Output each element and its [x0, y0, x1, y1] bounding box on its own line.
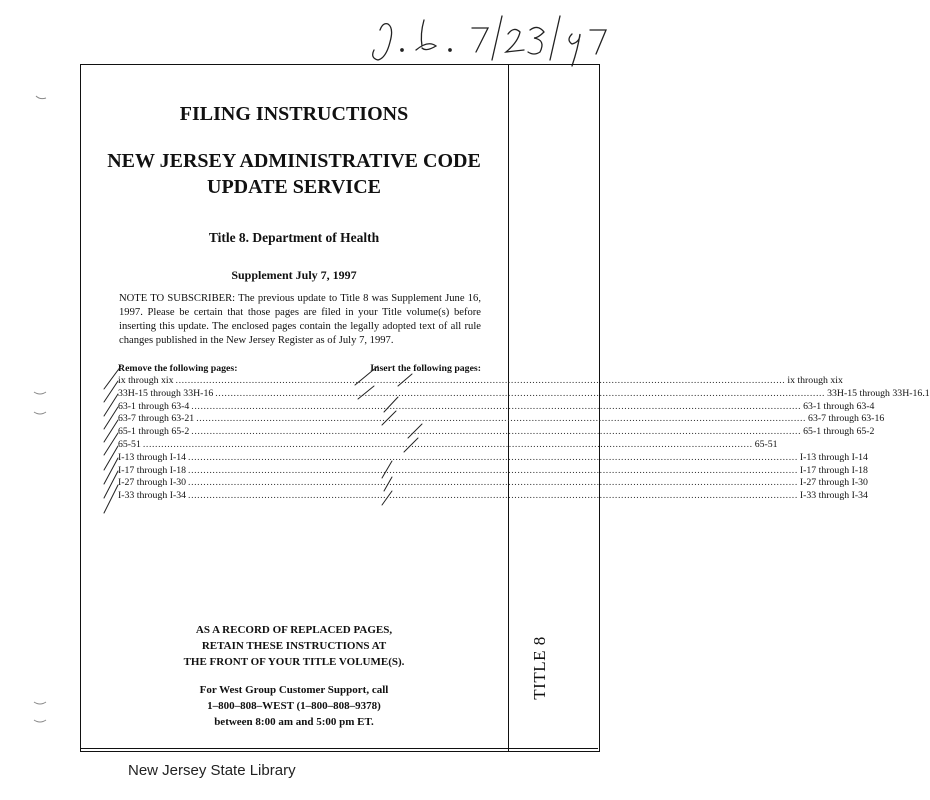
support-line-1: For West Group Customer Support, call	[199, 684, 389, 696]
remove-pages: 33H-15 through 33H-16	[118, 387, 214, 399]
record-notice	[88, 622, 500, 670]
page-row	[118, 387, 930, 401]
page-row	[118, 464, 868, 478]
remove-pages: 65-1 through 65-2	[118, 426, 190, 438]
insert-pages: 63-1 through 63-4	[803, 400, 875, 412]
page-row	[118, 413, 885, 426]
code-title-line1: NEW JERSEY ADMINISTRATIVE CODE	[107, 150, 481, 172]
dot-leader: ........................................................................................................................................................................................................	[196, 413, 807, 425]
record-line-3: THE FRONT OF YOUR TITLE VOLUME(S).	[183, 656, 405, 668]
title-tab-label: TITLE 8	[530, 636, 549, 700]
remove-pages: I-13 through I-14	[118, 451, 187, 463]
dot-leader: ........................................................................................................................................................................................................	[142, 438, 753, 450]
page-row	[118, 490, 868, 503]
page-title: FILING INSTRUCTIONS	[179, 103, 409, 125]
remove-pages: I-33 through I-34	[118, 490, 187, 502]
support-line-2: 1–800–808–WEST (1–800–808–9378)	[207, 700, 381, 712]
support-notice	[88, 682, 500, 730]
insert-pages: 65-1 through 65-2	[803, 426, 875, 438]
page-row	[118, 451, 868, 465]
support-line-3: between 8:00 am and 5:00 pm ET.	[214, 716, 374, 728]
insert-pages: I-33 through I-34	[799, 490, 868, 502]
subscriber-note: NOTE TO SUBSCRIBER: The previous update to Title 8 was Supplement June 16, 1997. Please be certain that those pages are filed in your Title volume(s) before inserting this update. The enclosed pages contain the legally adopted text of all rule changes published in the New Jersey Register as of July 7, 1997.	[119, 293, 481, 346]
record-line-2: RETAIN THESE INSTRUCTIONS AT	[201, 640, 387, 652]
insert-pages: I-17 through I-18	[799, 464, 868, 476]
page-row	[118, 400, 875, 414]
remove-pages: ix through xix	[118, 375, 174, 386]
dot-leader: ........................................................................................................................................................................................................	[191, 426, 802, 438]
remove-header: Remove the following pages:	[118, 363, 238, 374]
remove-pages: 65-51	[118, 438, 141, 450]
insert-pages: I-27 through I-30	[799, 477, 868, 489]
bottom-rule	[80, 748, 598, 749]
insert-pages: I-13 through I-14	[799, 451, 868, 463]
remove-pages: I-27 through I-30	[118, 477, 187, 489]
insert-pages: ix through xix	[787, 375, 843, 386]
code-title-line2: UPDATE SERVICE	[207, 176, 381, 198]
pages-header	[118, 363, 481, 375]
remove-pages: 63-7 through 63-21	[118, 413, 195, 425]
remove-pages: I-17 through I-18	[118, 464, 187, 476]
library-stamp: New Jersey State Library	[128, 762, 296, 779]
dot-leader: ........................................................................................................................................................................................................	[215, 387, 826, 399]
department-title: Title 8. Department of Health	[208, 230, 380, 245]
pages-table	[118, 363, 930, 503]
dot-leader: ........................................................................................................................................................................................................	[188, 477, 798, 489]
dot-leader: ........................................................................................................................................................................................................	[188, 464, 798, 476]
insert-pages: 63-7 through 63-16	[808, 413, 885, 425]
insert-header: Insert the following pages:	[370, 363, 481, 374]
page-row	[118, 438, 778, 452]
page-row	[118, 375, 843, 388]
page-row	[118, 477, 868, 490]
remove-pages: 63-1 through 63-4	[118, 400, 190, 412]
dot-leader: ........................................................................................................................................................................................................	[188, 490, 798, 502]
record-line-1: AS A RECORD OF REPLACED PAGES,	[195, 624, 393, 636]
dot-leader: ........................................................................................................................................................................................................	[191, 400, 802, 412]
supplement-date: Supplement July 7, 1997	[231, 268, 357, 282]
insert-pages: 33H-15 through 33H-16.1	[827, 387, 930, 399]
dot-leader: ........................................................................................................................................................................................................	[175, 375, 786, 386]
dot-leader: ........................................................................................................................................................................................................	[188, 451, 798, 463]
insert-pages: 65-51	[754, 438, 778, 450]
page-row	[118, 426, 875, 439]
